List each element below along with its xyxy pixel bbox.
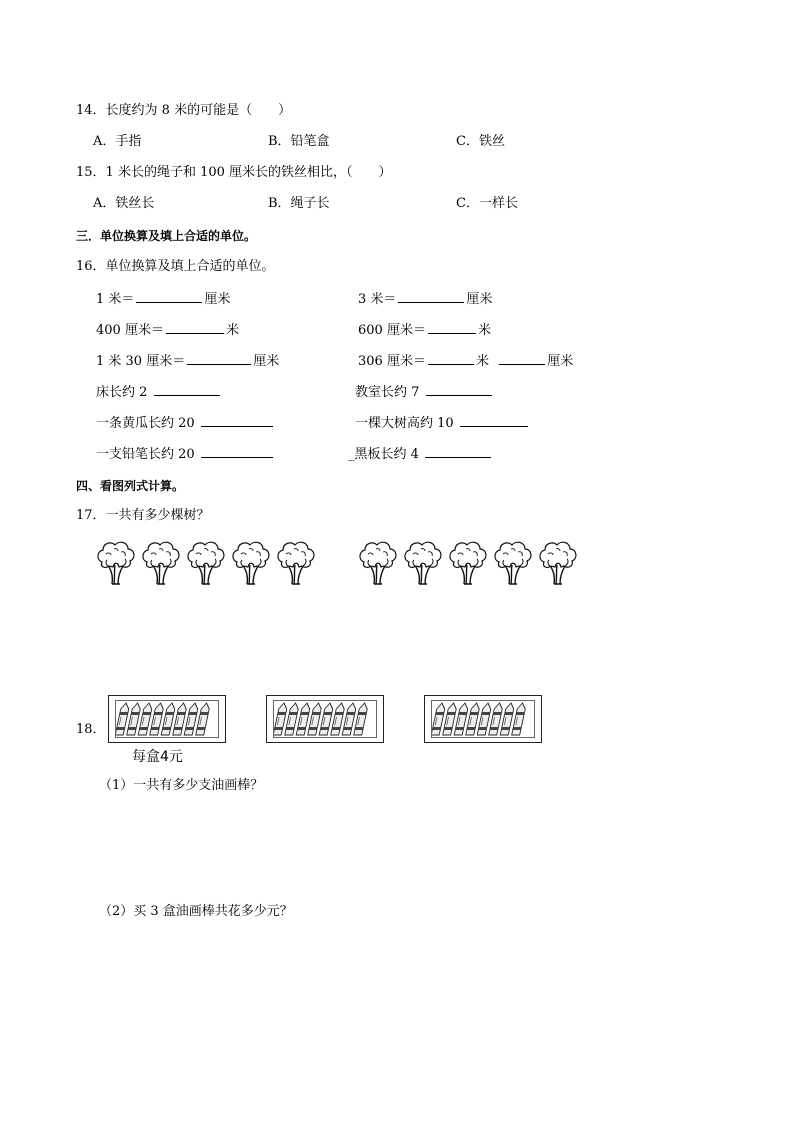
q16-r2l-unit: 米 <box>225 323 239 338</box>
q14-stem: 14．长度约为 8 米的可能是（ ） <box>76 103 292 118</box>
tree-icon <box>446 540 490 586</box>
section-4-title: 四、看图列式计算。 <box>76 479 185 493</box>
answer-blank[interactable] <box>154 383 220 396</box>
answer-blank[interactable] <box>398 290 464 303</box>
q16-row6-right <box>348 445 493 463</box>
q14-option-c[interactable]: C．铁丝 <box>456 134 505 149</box>
q15-option-a[interactable]: A．铁丝长 <box>93 196 155 211</box>
tree-icon <box>274 540 318 586</box>
crayon-box <box>266 695 384 743</box>
q16-r2r-unit: 米 <box>477 323 491 338</box>
q16-row5-right <box>355 414 530 432</box>
q16-row3-right <box>358 352 573 370</box>
q16-row1-left <box>96 290 230 308</box>
crayon-box <box>108 695 226 743</box>
q16-r1l-unit: 厘米 <box>204 292 231 307</box>
q16-row4-left <box>96 383 222 401</box>
q16-r1l-prefix: 1 米＝ <box>96 292 135 307</box>
q15-option-b[interactable]: B．绳子长 <box>268 196 330 211</box>
q15-option-c[interactable]: C．一样长 <box>456 196 518 211</box>
q18-sub1: （1）一共有多少支油画棒？ <box>99 778 264 793</box>
q16-r3l-unit: 厘米 <box>253 354 280 369</box>
answer-blank[interactable] <box>166 321 224 334</box>
crayon-box-inner <box>273 700 377 738</box>
q14-option-a[interactable]: A．手指 <box>93 134 142 149</box>
q16-row2-left <box>96 321 239 339</box>
price-label: 每盒4元 <box>132 749 183 765</box>
q16-r3l-prefix: 1 米 30 厘米＝ <box>96 354 186 369</box>
answer-blank[interactable] <box>425 445 491 458</box>
q16-r6r-text: _黑板长约 4 <box>348 447 419 462</box>
q15-stem: 15．1 米长的绳子和 100 厘米长的铁丝相比，（ ） <box>76 165 392 180</box>
answer-blank[interactable] <box>499 352 545 365</box>
tree-illustration <box>94 540 578 588</box>
q14-option-b[interactable]: B．铅笔盒 <box>268 134 330 149</box>
q16-r5r-text: 一棵大树高约 10 <box>355 416 454 431</box>
q16-r1r-prefix: 3 米＝ <box>358 292 397 307</box>
answer-blank[interactable] <box>201 414 273 427</box>
tree-icon <box>356 540 400 586</box>
q16-row6-left <box>96 445 275 463</box>
q16-r3r-unit2: 厘米 <box>547 354 574 369</box>
tree-icon <box>139 540 183 586</box>
crayon-box-illustration <box>94 692 548 768</box>
tree-icon <box>536 540 580 586</box>
crayon-box-inner <box>431 700 535 738</box>
q16-row1-right <box>358 290 492 308</box>
q16-row3-left <box>96 352 279 370</box>
tree-icon <box>491 540 535 586</box>
tree-icon <box>401 540 445 586</box>
q16-r4l-text: 床长约 2 <box>96 385 148 400</box>
q16-r6l-text: 一支铅笔长约 20 <box>96 447 195 462</box>
section-3-title: 三．单位换算及填上合适的单位。 <box>76 229 257 243</box>
tree-icon <box>184 540 228 586</box>
crayon-box <box>424 695 542 743</box>
q18-sub2: （2）买 3 盒油画棒共花多少元？ <box>99 904 293 919</box>
answer-blank[interactable] <box>426 383 492 396</box>
q16-r1r-unit: 厘米 <box>466 292 493 307</box>
q16-r3r-prefix: 306 厘米＝ <box>358 354 426 369</box>
q16-r2l-prefix: 400 厘米＝ <box>96 323 164 338</box>
q16-row4-right <box>355 383 494 401</box>
q16-r2r-prefix: 600 厘米＝ <box>358 323 426 338</box>
q16-row2-right <box>358 321 491 339</box>
answer-blank[interactable] <box>460 414 528 427</box>
answer-blank[interactable] <box>428 352 474 365</box>
tree-icon <box>229 540 273 586</box>
answer-blank[interactable] <box>187 352 251 365</box>
q16-r3r-unit1: 米 <box>475 354 489 369</box>
answer-blank[interactable] <box>136 290 202 303</box>
tree-icon <box>94 540 138 586</box>
q17-stem: 17．一共有多少棵树？ <box>76 508 210 523</box>
crayon-box-inner <box>115 700 219 738</box>
answer-blank[interactable] <box>428 321 476 334</box>
q16-r4r-text: 教室长约 7 <box>355 385 420 400</box>
q16-stem: 16．单位换算及填上合适的单位。 <box>76 259 275 274</box>
q16-row5-left <box>96 414 275 432</box>
q16-r5l-text: 一条黄瓜长约 20 <box>96 416 195 431</box>
answer-blank[interactable] <box>201 445 273 458</box>
q18-number: 18． <box>76 722 106 737</box>
